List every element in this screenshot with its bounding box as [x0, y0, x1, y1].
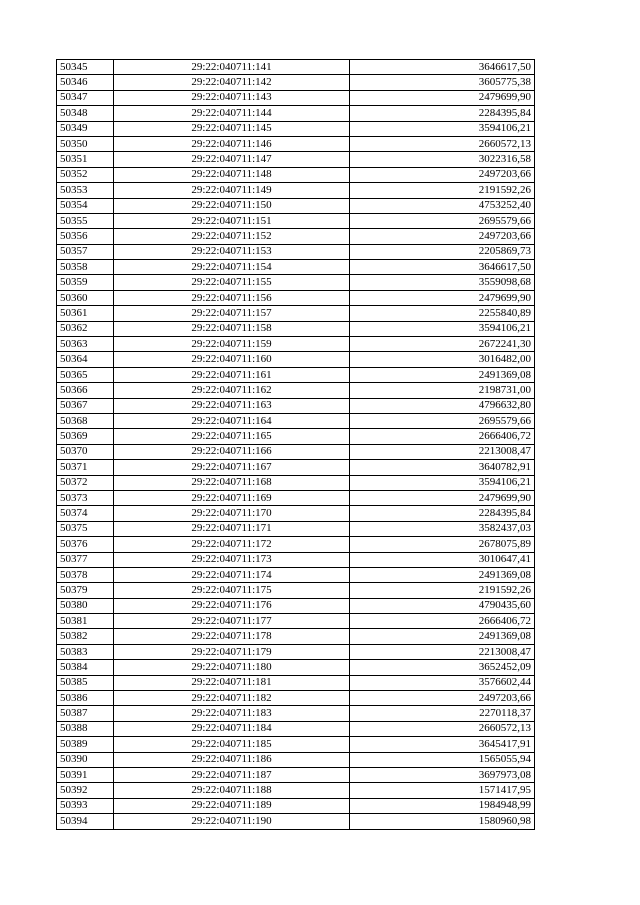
cadastral-number-cell: 29:22:040711:183 [114, 706, 350, 721]
value-cell: 3697973,08 [350, 767, 535, 782]
row-number-cell: 50358 [57, 260, 114, 275]
row-number-cell: 50385 [57, 675, 114, 690]
table-row [57, 490, 535, 505]
table-row [57, 244, 535, 259]
row-number-cell: 50394 [57, 814, 114, 829]
row-number-cell: 50362 [57, 321, 114, 336]
row-number-cell: 50353 [57, 183, 114, 198]
cadastral-number-cell: 29:22:040711:164 [114, 413, 350, 428]
table-row [57, 60, 535, 75]
table-row [57, 614, 535, 629]
table-row [57, 691, 535, 706]
table-row [57, 383, 535, 398]
row-number-cell: 50380 [57, 598, 114, 613]
row-number-cell: 50346 [57, 75, 114, 90]
value-cell: 3576602,44 [350, 675, 535, 690]
cadastral-number-cell: 29:22:040711:142 [114, 75, 350, 90]
cadastral-number-cell: 29:22:040711:187 [114, 767, 350, 782]
value-cell: 2491369,08 [350, 367, 535, 382]
value-cell: 2479699,90 [350, 90, 535, 105]
row-number-cell: 50381 [57, 614, 114, 629]
cadastral-number-cell: 29:22:040711:152 [114, 229, 350, 244]
value-cell: 3645417,91 [350, 737, 535, 752]
cadastral-number-cell: 29:22:040711:188 [114, 783, 350, 798]
cadastral-number-cell: 29:22:040711:143 [114, 90, 350, 105]
table-row [57, 552, 535, 567]
cadastral-number-cell: 29:22:040711:175 [114, 583, 350, 598]
value-cell: 2284395,84 [350, 106, 535, 121]
cadastral-number-cell: 29:22:040711:141 [114, 60, 350, 75]
row-number-cell: 50388 [57, 721, 114, 736]
cadastral-number-cell: 29:22:040711:166 [114, 444, 350, 459]
cadastral-number-cell: 29:22:040711:167 [114, 460, 350, 475]
cadastral-number-cell: 29:22:040711:153 [114, 244, 350, 259]
row-number-cell: 50348 [57, 106, 114, 121]
row-number-cell: 50360 [57, 290, 114, 305]
row-number-cell: 50370 [57, 444, 114, 459]
table-row [57, 475, 535, 490]
value-cell: 3559098,68 [350, 275, 535, 290]
cadastral-number-cell: 29:22:040711:145 [114, 121, 350, 136]
table-row [57, 352, 535, 367]
table-row [57, 321, 535, 336]
table-row [57, 629, 535, 644]
value-cell: 2198731,00 [350, 383, 535, 398]
row-number-cell: 50369 [57, 429, 114, 444]
table-row [57, 121, 535, 136]
value-cell: 1984948,99 [350, 798, 535, 813]
table-row [57, 783, 535, 798]
table-row [57, 814, 535, 829]
cadastral-number-cell: 29:22:040711:147 [114, 152, 350, 167]
table-row [57, 598, 535, 613]
table-row [57, 752, 535, 767]
cadastral-number-cell: 29:22:040711:186 [114, 752, 350, 767]
value-cell: 1565055,94 [350, 752, 535, 767]
row-number-cell: 50356 [57, 229, 114, 244]
row-number-cell: 50371 [57, 460, 114, 475]
table-row [57, 229, 535, 244]
row-number-cell: 50393 [57, 798, 114, 813]
value-cell: 2479699,90 [350, 290, 535, 305]
cadastral-number-cell: 29:22:040711:155 [114, 275, 350, 290]
row-number-cell: 50389 [57, 737, 114, 752]
value-cell: 3594106,21 [350, 121, 535, 136]
table-row [57, 721, 535, 736]
value-cell: 2666406,72 [350, 614, 535, 629]
row-number-cell: 50355 [57, 213, 114, 228]
cadastral-number-cell: 29:22:040711:170 [114, 506, 350, 521]
value-cell: 2660572,13 [350, 136, 535, 151]
row-number-cell: 50383 [57, 644, 114, 659]
table-row [57, 136, 535, 151]
table-row [57, 644, 535, 659]
table-row [57, 152, 535, 167]
cadastral-number-cell: 29:22:040711:189 [114, 798, 350, 813]
table-row [57, 798, 535, 813]
document-page [56, 59, 535, 830]
table-row [57, 367, 535, 382]
table-row [57, 706, 535, 721]
table-row [57, 106, 535, 121]
value-cell: 2695579,66 [350, 213, 535, 228]
row-number-cell: 50365 [57, 367, 114, 382]
table-row [57, 260, 535, 275]
row-number-cell: 50391 [57, 767, 114, 782]
table-row [57, 75, 535, 90]
row-number-cell: 50363 [57, 337, 114, 352]
cadastral-number-cell: 29:22:040711:144 [114, 106, 350, 121]
cadastral-number-cell: 29:22:040711:172 [114, 537, 350, 552]
table-body [57, 60, 535, 830]
row-number-cell: 50350 [57, 136, 114, 151]
table-row [57, 660, 535, 675]
cadastral-number-cell: 29:22:040711:185 [114, 737, 350, 752]
value-cell: 2695579,66 [350, 413, 535, 428]
row-number-cell: 50367 [57, 398, 114, 413]
cadastral-number-cell: 29:22:040711:176 [114, 598, 350, 613]
value-cell: 4796632,80 [350, 398, 535, 413]
value-cell: 2497203,66 [350, 229, 535, 244]
cadastral-number-cell: 29:22:040711:161 [114, 367, 350, 382]
table-row [57, 429, 535, 444]
row-number-cell: 50376 [57, 537, 114, 552]
table-row [57, 213, 535, 228]
table-row [57, 444, 535, 459]
row-number-cell: 50378 [57, 567, 114, 582]
value-cell: 2497203,66 [350, 167, 535, 182]
table-row [57, 583, 535, 598]
value-cell: 3010647,41 [350, 552, 535, 567]
cadastral-number-cell: 29:22:040711:154 [114, 260, 350, 275]
row-number-cell: 50384 [57, 660, 114, 675]
value-cell: 2660572,13 [350, 721, 535, 736]
cadastral-number-cell: 29:22:040711:162 [114, 383, 350, 398]
cadastral-number-cell: 29:22:040711:163 [114, 398, 350, 413]
cadastral-number-cell: 29:22:040711:182 [114, 691, 350, 706]
table-row [57, 675, 535, 690]
cadastral-number-cell: 29:22:040711:180 [114, 660, 350, 675]
cadastral-number-cell: 29:22:040711:190 [114, 814, 350, 829]
value-cell: 1571417,95 [350, 783, 535, 798]
row-number-cell: 50374 [57, 506, 114, 521]
value-cell: 2191592,26 [350, 183, 535, 198]
cadastral-number-cell: 29:22:040711:168 [114, 475, 350, 490]
table-row [57, 537, 535, 552]
row-number-cell: 50364 [57, 352, 114, 367]
table-row [57, 183, 535, 198]
row-number-cell: 50377 [57, 552, 114, 567]
table-row [57, 198, 535, 213]
row-number-cell: 50354 [57, 198, 114, 213]
cadastral-number-cell: 29:22:040711:146 [114, 136, 350, 151]
cadastral-number-cell: 29:22:040711:158 [114, 321, 350, 336]
table-row [57, 567, 535, 582]
value-cell: 2678075,89 [350, 537, 535, 552]
value-cell: 2191592,26 [350, 583, 535, 598]
table-row [57, 737, 535, 752]
row-number-cell: 50368 [57, 413, 114, 428]
row-number-cell: 50357 [57, 244, 114, 259]
row-number-cell: 50366 [57, 383, 114, 398]
row-number-cell: 50345 [57, 60, 114, 75]
table-row [57, 460, 535, 475]
value-cell: 3652452,09 [350, 660, 535, 675]
value-cell: 3594106,21 [350, 321, 535, 336]
value-cell: 4753252,40 [350, 198, 535, 213]
cadastral-number-cell: 29:22:040711:149 [114, 183, 350, 198]
cadastral-number-cell: 29:22:040711:159 [114, 337, 350, 352]
row-number-cell: 50375 [57, 521, 114, 536]
value-cell: 1580960,98 [350, 814, 535, 829]
value-cell: 3640782,91 [350, 460, 535, 475]
value-cell: 2479699,90 [350, 490, 535, 505]
table-row [57, 413, 535, 428]
row-number-cell: 50349 [57, 121, 114, 136]
value-cell: 3646617,50 [350, 60, 535, 75]
value-cell: 3646617,50 [350, 260, 535, 275]
row-number-cell: 50387 [57, 706, 114, 721]
value-cell: 2270118,37 [350, 706, 535, 721]
row-number-cell: 50382 [57, 629, 114, 644]
table-row [57, 275, 535, 290]
table-row [57, 90, 535, 105]
value-cell: 3594106,21 [350, 475, 535, 490]
row-number-cell: 50390 [57, 752, 114, 767]
value-cell: 4790435,60 [350, 598, 535, 613]
table-row [57, 398, 535, 413]
value-cell: 2497203,66 [350, 691, 535, 706]
row-number-cell: 50373 [57, 490, 114, 505]
cadastral-number-cell: 29:22:040711:150 [114, 198, 350, 213]
cadastral-number-cell: 29:22:040711:177 [114, 614, 350, 629]
value-cell: 2666406,72 [350, 429, 535, 444]
table-row [57, 306, 535, 321]
row-number-cell: 50392 [57, 783, 114, 798]
row-number-cell: 50352 [57, 167, 114, 182]
value-cell: 2491369,08 [350, 629, 535, 644]
table-row [57, 167, 535, 182]
cadastral-number-cell: 29:22:040711:174 [114, 567, 350, 582]
cadastral-number-cell: 29:22:040711:157 [114, 306, 350, 321]
cadastral-number-cell: 29:22:040711:165 [114, 429, 350, 444]
table-row [57, 337, 535, 352]
value-cell: 2205869,73 [350, 244, 535, 259]
value-cell: 2213008,47 [350, 644, 535, 659]
cadastral-number-cell: 29:22:040711:179 [114, 644, 350, 659]
row-number-cell: 50351 [57, 152, 114, 167]
row-number-cell: 50359 [57, 275, 114, 290]
table-row [57, 290, 535, 305]
cadastral-number-cell: 29:22:040711:151 [114, 213, 350, 228]
cadastral-number-cell: 29:22:040711:160 [114, 352, 350, 367]
value-cell: 2672241,30 [350, 337, 535, 352]
cadastral-number-cell: 29:22:040711:173 [114, 552, 350, 567]
value-cell: 3605775,38 [350, 75, 535, 90]
row-number-cell: 50379 [57, 583, 114, 598]
cadastral-number-cell: 29:22:040711:156 [114, 290, 350, 305]
cadastral-number-cell: 29:22:040711:178 [114, 629, 350, 644]
cadastral-number-cell: 29:22:040711:181 [114, 675, 350, 690]
table-row [57, 767, 535, 782]
row-number-cell: 50372 [57, 475, 114, 490]
row-number-cell: 50386 [57, 691, 114, 706]
table-row [57, 521, 535, 536]
value-cell: 2255840,89 [350, 306, 535, 321]
value-cell: 2491369,08 [350, 567, 535, 582]
value-cell: 2213008,47 [350, 444, 535, 459]
cadastral-number-cell: 29:22:040711:171 [114, 521, 350, 536]
row-number-cell: 50361 [57, 306, 114, 321]
row-number-cell: 50347 [57, 90, 114, 105]
value-cell: 3582437,03 [350, 521, 535, 536]
table-row [57, 506, 535, 521]
data-table [56, 59, 535, 830]
value-cell: 3022316,58 [350, 152, 535, 167]
cadastral-number-cell: 29:22:040711:169 [114, 490, 350, 505]
cadastral-number-cell: 29:22:040711:184 [114, 721, 350, 736]
value-cell: 2284395,84 [350, 506, 535, 521]
value-cell: 3016482,00 [350, 352, 535, 367]
cadastral-number-cell: 29:22:040711:148 [114, 167, 350, 182]
